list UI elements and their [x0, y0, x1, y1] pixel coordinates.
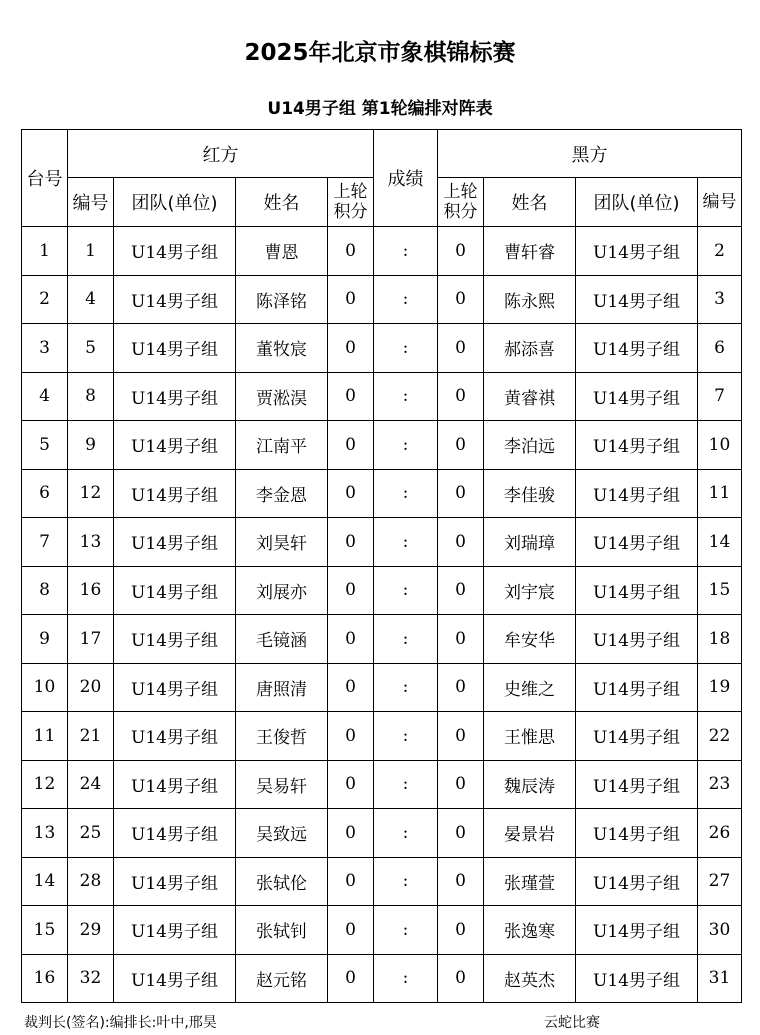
cell-black-team: U14男子组 [576, 760, 698, 809]
cell-red-team: U14男子组 [114, 227, 236, 276]
header-red: 红方 [68, 130, 374, 178]
cell-black-team: U14男子组 [576, 227, 698, 276]
cell-black-score: 0 [438, 324, 484, 373]
cell-red-name: 唐照清 [236, 663, 328, 712]
footer-signature: 裁判长(签名):编排长:叶中,邢昊 [24, 1015, 217, 1031]
cell-black-score: 0 [438, 760, 484, 809]
cell-black-name: 王惟思 [484, 712, 576, 761]
cell-red-score: 0 [328, 372, 374, 421]
cell-black-no: 3 [698, 275, 742, 324]
cell-red-name: 贾淞淏 [236, 372, 328, 421]
cell-table-no: 14 [22, 857, 68, 906]
cell-red-name: 吴致远 [236, 809, 328, 858]
cell-red-score: 0 [328, 663, 374, 712]
cell-black-name: 牟安华 [484, 615, 576, 664]
cell-black-name: 张瑾萱 [484, 857, 576, 906]
cell-black-name: 郝添喜 [484, 324, 576, 373]
cell-black-no: 23 [698, 760, 742, 809]
cell-black-name: 曹轩睿 [484, 227, 576, 276]
cell-black-team: U14男子组 [576, 857, 698, 906]
page-title: 2025年北京市象棋锦标赛 [244, 40, 516, 66]
cell-black-name: 史维之 [484, 663, 576, 712]
cell-result: : [374, 275, 438, 324]
cell-red-no: 28 [68, 857, 114, 906]
cell-black-score: 0 [438, 857, 484, 906]
cell-red-team: U14男子组 [114, 566, 236, 615]
cell-black-score: 0 [438, 227, 484, 276]
pairing-table [21, 129, 742, 1003]
cell-red-team: U14男子组 [114, 421, 236, 470]
cell-red-name: 王俊哲 [236, 712, 328, 761]
cell-black-name: 张逸寒 [484, 906, 576, 955]
cell-black-no: 30 [698, 906, 742, 955]
table-row [22, 760, 742, 809]
cell-result: : [374, 227, 438, 276]
cell-red-no: 32 [68, 954, 114, 1003]
cell-red-score: 0 [328, 227, 374, 276]
header-red-name: 姓名 [236, 178, 328, 227]
table-row [22, 421, 742, 470]
cell-black-score: 0 [438, 469, 484, 518]
table-row [22, 663, 742, 712]
cell-result: : [374, 663, 438, 712]
cell-result: : [374, 518, 438, 567]
cell-black-no: 14 [698, 518, 742, 567]
cell-table-no: 2 [22, 275, 68, 324]
cell-result: : [374, 809, 438, 858]
table-row [22, 324, 742, 373]
cell-red-no: 1 [68, 227, 114, 276]
cell-black-no: 19 [698, 663, 742, 712]
cell-black-team: U14男子组 [576, 324, 698, 373]
table-row [22, 712, 742, 761]
cell-red-team: U14男子组 [114, 518, 236, 567]
cell-red-no: 17 [68, 615, 114, 664]
cell-red-score: 0 [328, 566, 374, 615]
cell-table-no: 12 [22, 760, 68, 809]
cell-red-score: 0 [328, 469, 374, 518]
header-black-prev-score: 上轮积分 [438, 178, 484, 227]
page-subtitle: U14男子组 第1轮编排对阵表 [267, 99, 493, 119]
cell-result: : [374, 954, 438, 1003]
cell-result: : [374, 469, 438, 518]
cell-red-name: 曹恩 [236, 227, 328, 276]
cell-red-team: U14男子组 [114, 712, 236, 761]
cell-table-no: 10 [22, 663, 68, 712]
cell-red-no: 25 [68, 809, 114, 858]
cell-black-score: 0 [438, 809, 484, 858]
header-black-no: 编号 [698, 178, 742, 227]
cell-black-no: 10 [698, 421, 742, 470]
cell-red-score: 0 [328, 324, 374, 373]
table-row [22, 227, 742, 276]
cell-result: : [374, 712, 438, 761]
cell-red-name: 李金恩 [236, 469, 328, 518]
cell-black-score: 0 [438, 372, 484, 421]
cell-black-no: 2 [698, 227, 742, 276]
cell-red-no: 4 [68, 275, 114, 324]
header-black: 黑方 [438, 130, 742, 178]
cell-red-score: 0 [328, 615, 374, 664]
cell-red-name: 吴易轩 [236, 760, 328, 809]
cell-red-score: 0 [328, 275, 374, 324]
cell-red-team: U14男子组 [114, 615, 236, 664]
cell-black-score: 0 [438, 566, 484, 615]
cell-result: : [374, 906, 438, 955]
cell-black-no: 7 [698, 372, 742, 421]
cell-red-score: 0 [328, 518, 374, 567]
table-row [22, 372, 742, 421]
cell-red-no: 5 [68, 324, 114, 373]
cell-black-score: 0 [438, 712, 484, 761]
cell-black-name: 刘瑞璋 [484, 518, 576, 567]
cell-red-name: 刘昊轩 [236, 518, 328, 567]
cell-red-no: 9 [68, 421, 114, 470]
cell-black-team: U14男子组 [576, 712, 698, 761]
cell-black-no: 27 [698, 857, 742, 906]
cell-black-no: 31 [698, 954, 742, 1003]
cell-result: : [374, 760, 438, 809]
cell-table-no: 1 [22, 227, 68, 276]
cell-black-score: 0 [438, 663, 484, 712]
cell-red-name: 董牧宸 [236, 324, 328, 373]
table-row [22, 518, 742, 567]
table-row [22, 615, 742, 664]
cell-black-score: 0 [438, 275, 484, 324]
cell-black-no: 26 [698, 809, 742, 858]
table-row [22, 809, 742, 858]
cell-red-team: U14男子组 [114, 954, 236, 1003]
cell-black-name: 刘宇宸 [484, 566, 576, 615]
cell-red-score: 0 [328, 809, 374, 858]
cell-black-name: 赵英杰 [484, 954, 576, 1003]
cell-black-score: 0 [438, 906, 484, 955]
table-row [22, 469, 742, 518]
cell-black-no: 15 [698, 566, 742, 615]
cell-red-score: 0 [328, 421, 374, 470]
cell-table-no: 6 [22, 469, 68, 518]
cell-table-no: 9 [22, 615, 68, 664]
cell-black-team: U14男子组 [576, 809, 698, 858]
cell-red-score: 0 [328, 954, 374, 1003]
cell-red-team: U14男子组 [114, 760, 236, 809]
cell-red-team: U14男子组 [114, 663, 236, 712]
cell-result: : [374, 421, 438, 470]
cell-result: : [374, 324, 438, 373]
cell-black-name: 李佳骏 [484, 469, 576, 518]
cell-red-score: 0 [328, 760, 374, 809]
cell-black-no: 11 [698, 469, 742, 518]
cell-table-no: 5 [22, 421, 68, 470]
cell-red-score: 0 [328, 906, 374, 955]
cell-red-team: U14男子组 [114, 906, 236, 955]
cell-black-team: U14男子组 [576, 372, 698, 421]
header-red-no: 编号 [68, 178, 114, 227]
cell-red-no: 8 [68, 372, 114, 421]
header-red-team: 团队(单位) [114, 178, 236, 227]
cell-table-no: 3 [22, 324, 68, 373]
cell-table-no: 11 [22, 712, 68, 761]
cell-red-no: 29 [68, 906, 114, 955]
cell-black-name: 晏景岩 [484, 809, 576, 858]
cell-red-name: 刘展亦 [236, 566, 328, 615]
cell-table-no: 16 [22, 954, 68, 1003]
cell-black-team: U14男子组 [576, 275, 698, 324]
table-row [22, 275, 742, 324]
header-result: 成绩 [374, 130, 438, 227]
table-row [22, 954, 742, 1003]
cell-black-score: 0 [438, 421, 484, 470]
cell-red-team: U14男子组 [114, 809, 236, 858]
cell-black-team: U14男子组 [576, 615, 698, 664]
cell-black-name: 李泊远 [484, 421, 576, 470]
cell-red-no: 21 [68, 712, 114, 761]
cell-result: : [374, 615, 438, 664]
cell-result: : [374, 372, 438, 421]
cell-red-name: 张轼伦 [236, 857, 328, 906]
header-black-team: 团队(单位) [576, 178, 698, 227]
cell-black-name: 魏辰涛 [484, 760, 576, 809]
table-row [22, 906, 742, 955]
table-row [22, 857, 742, 906]
cell-red-no: 12 [68, 469, 114, 518]
cell-red-team: U14男子组 [114, 372, 236, 421]
cell-red-no: 24 [68, 760, 114, 809]
cell-table-no: 13 [22, 809, 68, 858]
cell-black-no: 18 [698, 615, 742, 664]
cell-red-no: 16 [68, 566, 114, 615]
header-table-no: 台号 [22, 130, 68, 227]
cell-black-name: 陈永熙 [484, 275, 576, 324]
cell-red-no: 20 [68, 663, 114, 712]
cell-red-score: 0 [328, 857, 374, 906]
cell-result: : [374, 566, 438, 615]
cell-red-no: 13 [68, 518, 114, 567]
cell-red-team: U14男子组 [114, 275, 236, 324]
header-black-name: 姓名 [484, 178, 576, 227]
cell-black-team: U14男子组 [576, 906, 698, 955]
cell-black-team: U14男子组 [576, 663, 698, 712]
footer-brand: 云蛇比赛 [544, 1015, 600, 1031]
cell-black-team: U14男子组 [576, 518, 698, 567]
cell-black-score: 0 [438, 954, 484, 1003]
cell-table-no: 8 [22, 566, 68, 615]
cell-red-name: 毛镜涵 [236, 615, 328, 664]
cell-red-name: 江南平 [236, 421, 328, 470]
cell-table-no: 4 [22, 372, 68, 421]
cell-black-no: 22 [698, 712, 742, 761]
cell-black-team: U14男子组 [576, 421, 698, 470]
table-row [22, 566, 742, 615]
cell-red-team: U14男子组 [114, 857, 236, 906]
cell-red-score: 0 [328, 712, 374, 761]
cell-black-team: U14男子组 [576, 566, 698, 615]
cell-result: : [374, 857, 438, 906]
cell-red-team: U14男子组 [114, 324, 236, 373]
cell-black-name: 黄睿祺 [484, 372, 576, 421]
cell-black-score: 0 [438, 615, 484, 664]
cell-red-name: 张轼钊 [236, 906, 328, 955]
cell-black-no: 6 [698, 324, 742, 373]
cell-black-team: U14男子组 [576, 954, 698, 1003]
cell-red-team: U14男子组 [114, 469, 236, 518]
cell-black-team: U14男子组 [576, 469, 698, 518]
cell-red-name: 陈泽铭 [236, 275, 328, 324]
cell-black-score: 0 [438, 518, 484, 567]
cell-table-no: 7 [22, 518, 68, 567]
cell-table-no: 15 [22, 906, 68, 955]
header-red-prev-score: 上轮积分 [328, 178, 374, 227]
cell-red-name: 赵元铭 [236, 954, 328, 1003]
